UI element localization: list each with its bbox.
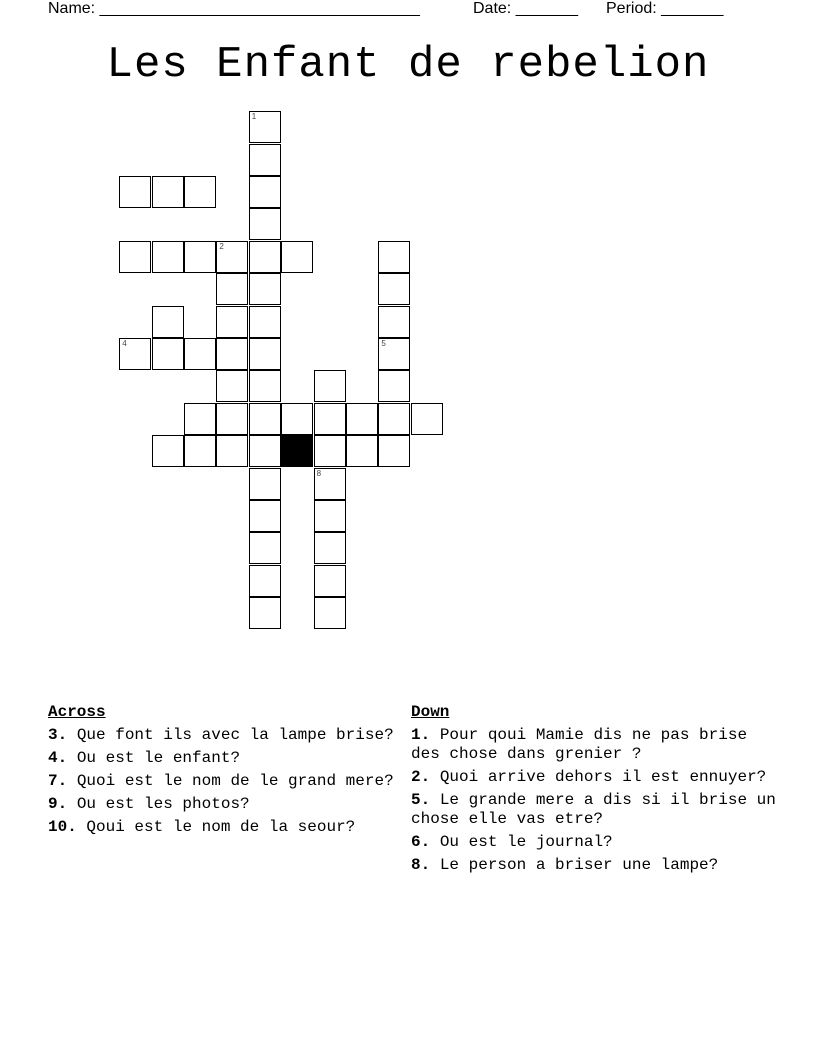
crossword-cell[interactable] bbox=[152, 176, 184, 208]
down-heading: Down bbox=[411, 703, 450, 721]
crossword-cell[interactable] bbox=[119, 241, 151, 273]
crossword-cell[interactable] bbox=[249, 597, 281, 629]
period-field: Period: _______ bbox=[606, 0, 724, 17]
crossword-cell[interactable] bbox=[314, 403, 346, 435]
across-clues bbox=[48, 703, 400, 841]
down-clue: 5. Le grande mere a dis si il brise un chose elle vas etre? bbox=[411, 791, 776, 828]
name-field: Name: ____________________________________ bbox=[48, 0, 420, 17]
crossword-cell[interactable] bbox=[314, 468, 346, 500]
crossword-cell[interactable] bbox=[249, 208, 281, 240]
across-clue: 7. Quoi est le nom de le grand mere? bbox=[48, 772, 394, 790]
crossword-cell[interactable] bbox=[249, 306, 281, 338]
crossword-cell[interactable] bbox=[378, 338, 410, 370]
down-clues bbox=[411, 703, 776, 879]
crossword-cell[interactable] bbox=[249, 176, 281, 208]
crossword-cell[interactable] bbox=[378, 403, 410, 435]
crossword-cell[interactable] bbox=[249, 241, 281, 273]
crossword-cell[interactable] bbox=[216, 273, 248, 305]
crossword-cell[interactable] bbox=[346, 403, 378, 435]
crossword-cell[interactable] bbox=[249, 370, 281, 402]
crossword-cell[interactable] bbox=[378, 306, 410, 338]
across-clue: 4. Ou est le enfant? bbox=[48, 749, 241, 767]
crossword-cell[interactable] bbox=[216, 241, 248, 273]
crossword-cell[interactable] bbox=[119, 176, 151, 208]
down-clue: 6. Ou est le journal? bbox=[411, 833, 613, 851]
across-clue: 3. Que font ils avec la lampe brise? bbox=[48, 726, 394, 744]
crossword-cell[interactable] bbox=[216, 306, 248, 338]
crossword-cell[interactable] bbox=[314, 435, 346, 467]
crossword-cell[interactable] bbox=[314, 565, 346, 597]
across-clue: 9. Ou est les photos? bbox=[48, 795, 250, 813]
crossword-cell[interactable] bbox=[216, 435, 248, 467]
crossword-cell[interactable] bbox=[378, 435, 410, 467]
crossword-cell[interactable] bbox=[184, 403, 216, 435]
crossword-cell[interactable] bbox=[314, 532, 346, 564]
crossword-cell[interactable] bbox=[249, 435, 281, 467]
crossword-cell[interactable] bbox=[184, 338, 216, 370]
crossword-cell[interactable] bbox=[249, 273, 281, 305]
across-clue: 10. Qoui est le nom de la seour? bbox=[48, 818, 356, 836]
crossword-cell[interactable] bbox=[152, 435, 184, 467]
crossword-cell[interactable] bbox=[249, 338, 281, 370]
crossword-cell[interactable] bbox=[314, 370, 346, 402]
across-heading: Across bbox=[48, 703, 106, 721]
crossword-cell[interactable] bbox=[249, 403, 281, 435]
crossword-cell[interactable] bbox=[249, 565, 281, 597]
page-title: Les Enfant de rebelion bbox=[106, 40, 710, 90]
down-clue: 2. Quoi arrive dehors il est ennuyer? bbox=[411, 768, 767, 786]
crossword-cell[interactable] bbox=[152, 338, 184, 370]
crossword-cell[interactable] bbox=[281, 241, 313, 273]
crossword-cell[interactable] bbox=[184, 435, 216, 467]
crossword-cell[interactable] bbox=[249, 468, 281, 500]
crossword-cell[interactable] bbox=[249, 111, 281, 143]
date-field: Date: _______ bbox=[473, 0, 578, 17]
clue-number: 2 bbox=[219, 241, 224, 251]
crossword-cell[interactable] bbox=[249, 532, 281, 564]
crossword-cell[interactable] bbox=[216, 338, 248, 370]
crossword-cell[interactable] bbox=[378, 241, 410, 273]
crossword-black-cell bbox=[281, 435, 313, 467]
crossword-cell[interactable] bbox=[378, 370, 410, 402]
crossword-cell[interactable] bbox=[152, 306, 184, 338]
down-clue: 8. Le person a briser une lampe? bbox=[411, 856, 719, 874]
crossword-cell[interactable] bbox=[184, 176, 216, 208]
crossword-cell[interactable] bbox=[249, 144, 281, 176]
crossword-cell[interactable] bbox=[314, 597, 346, 629]
crossword-cell[interactable] bbox=[346, 435, 378, 467]
crossword-cell[interactable] bbox=[314, 500, 346, 532]
crossword-cell[interactable] bbox=[216, 403, 248, 435]
crossword-cell[interactable] bbox=[152, 241, 184, 273]
crossword-cell[interactable] bbox=[249, 500, 281, 532]
clue-number: 8 bbox=[316, 468, 322, 478]
crossword-cell[interactable] bbox=[378, 273, 410, 305]
clue-number: 5 bbox=[381, 339, 386, 348]
clue-number: 4 bbox=[122, 339, 127, 348]
crossword-cell[interactable] bbox=[119, 338, 151, 370]
down-clue: 1. Pour qoui Mamie dis ne pas brise des chose dans grenier ? bbox=[411, 726, 748, 763]
clue-number: 1 bbox=[251, 112, 257, 122]
crossword-cell[interactable] bbox=[216, 370, 248, 402]
crossword-cell[interactable] bbox=[184, 241, 216, 273]
crossword-cell[interactable] bbox=[281, 403, 313, 435]
crossword-cell[interactable] bbox=[411, 403, 443, 435]
